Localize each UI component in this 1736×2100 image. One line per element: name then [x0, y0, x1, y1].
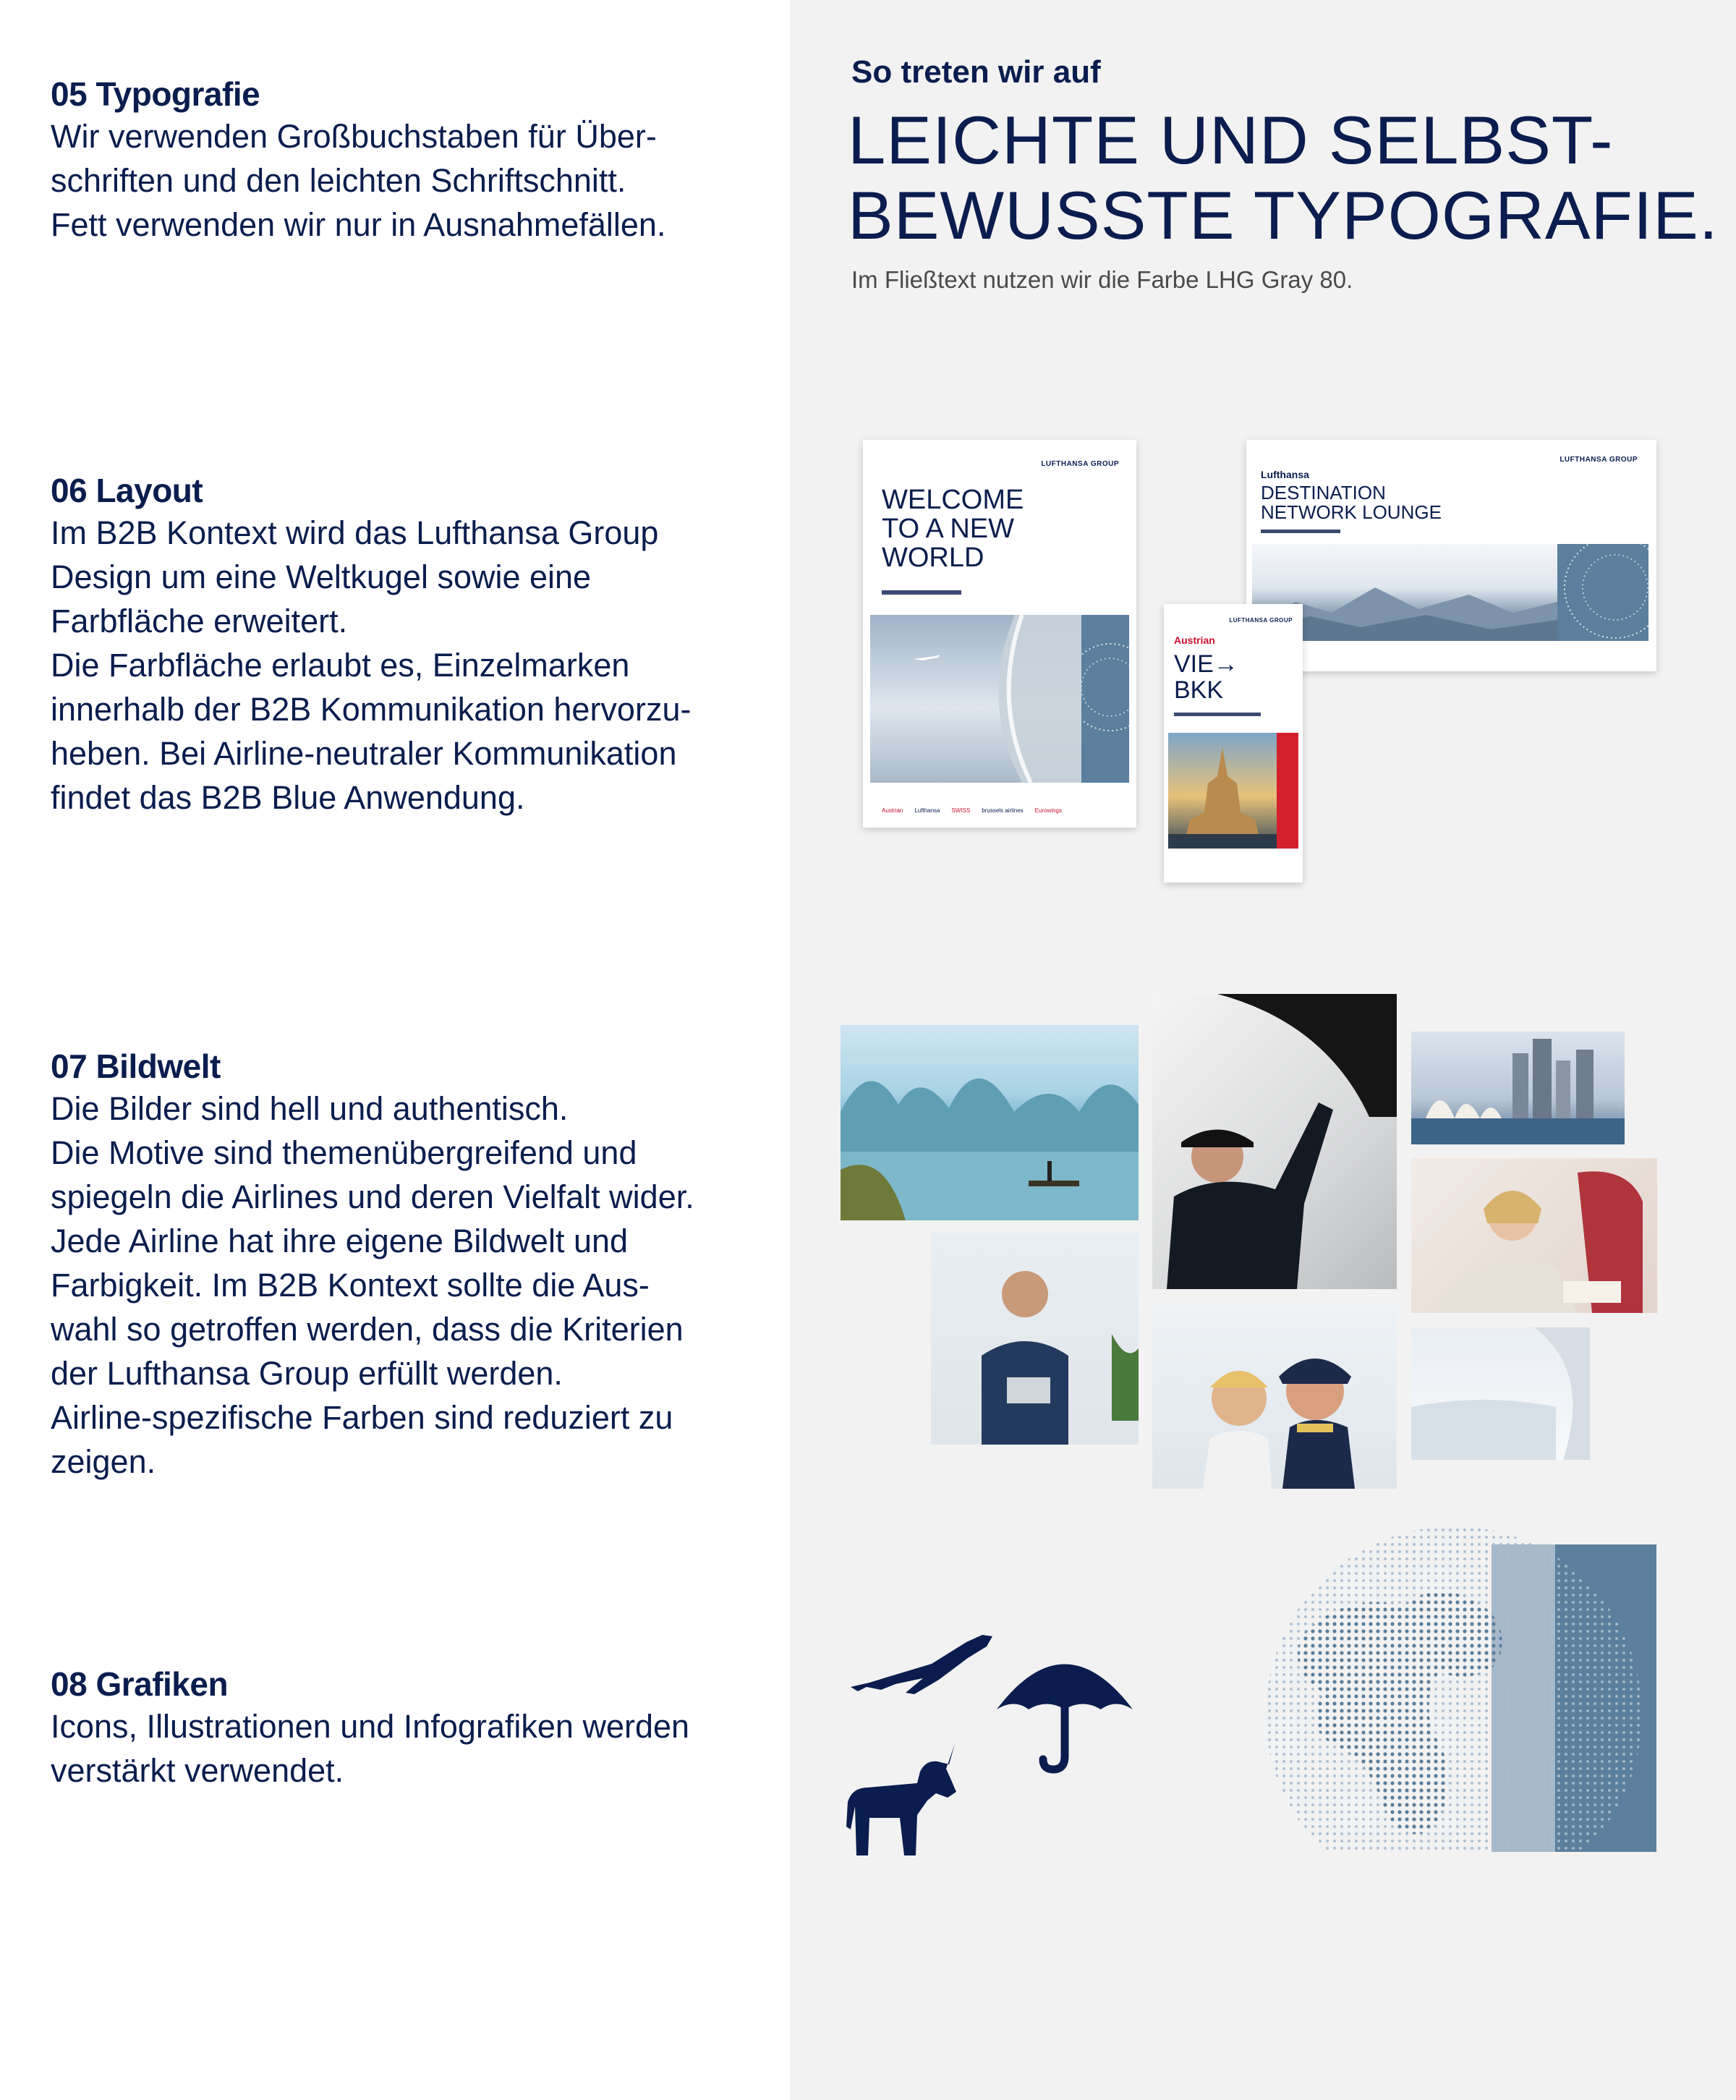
unicorn-icon: [839, 1740, 984, 1859]
title-line: BKK: [1174, 676, 1224, 704]
banner-mockup: [1246, 440, 1656, 671]
temple-photo: [1168, 733, 1277, 849]
sydney-photo: [1411, 1032, 1625, 1144]
window-view-illustration: [870, 615, 1081, 783]
brochure-mockup: [863, 440, 1136, 828]
sydney-skyline-illustration: [1411, 1032, 1625, 1144]
body-line: zeigen.: [51, 1443, 156, 1480]
window-view-illustration: [1411, 1327, 1590, 1460]
section-grafiken: [51, 1664, 774, 1793]
businessman-illustration: [931, 1233, 1139, 1445]
body-line: innerhalb der B2B Kommunikation hervorzu-: [51, 691, 692, 728]
airline-logo: brussels airlines: [982, 807, 1024, 814]
pilot-photo: [1152, 994, 1397, 1289]
body-line: Im B2B Kontext wird das Lufthansa Group: [51, 514, 659, 551]
body-line: Farbfläche erweitert.: [51, 603, 348, 639]
globe-dots-graphic: [1557, 544, 1648, 641]
airline-name: Lufthansa: [1261, 469, 1309, 480]
title-line: WELCOME: [882, 485, 1024, 515]
landscape-photo: [841, 1025, 1139, 1220]
body-line: findet das B2B Blue Anwendung.: [51, 779, 525, 816]
wing-window-photo: [1411, 1327, 1590, 1460]
title-line: DESTINATION: [1261, 482, 1386, 503]
body-line: schriften und den leichten Schriftschnitt.: [51, 162, 626, 199]
section-title: 08 Grafiken: [51, 1665, 229, 1703]
title-line: WORLD: [882, 542, 984, 573]
body-line: Design um eine Weltkugel sowie eine: [51, 558, 592, 595]
typography-headline: [848, 103, 1719, 253]
children-window-photo: [1152, 1304, 1397, 1489]
brand-tag: LUFTHANSA GROUP: [1229, 617, 1293, 624]
subtitle-bar: [882, 590, 961, 595]
body-line: Fett verwenden wir nur in Ausnahmefällen.: [51, 206, 666, 243]
globe-dots-graphic: [1081, 615, 1129, 783]
subtitle-bar: [1261, 530, 1340, 533]
brand-tag: LUFTHANSA GROUP: [1560, 456, 1638, 464]
airplane-icon: [845, 1620, 1004, 1700]
karst-landscape-illustration: [841, 1025, 1139, 1220]
body-line: wahl so getroffen werden, dass die Kriterien: [51, 1311, 684, 1348]
title-line: TO A NEW: [882, 513, 1015, 544]
brochure-title: [882, 486, 1024, 573]
body-line: der Lufthansa Group erfüllt werden.: [51, 1355, 563, 1392]
section-body: [51, 1704, 774, 1793]
headline-line: LEICHTE UND SELBST-: [848, 102, 1614, 178]
section-body: [51, 511, 774, 820]
title-line: NETWORK LOUNGE: [1261, 501, 1442, 524]
title-line: VIE→: [1174, 650, 1238, 678]
body-line: Icons, Illustrationen und Infografiken werden: [51, 1708, 690, 1745]
businessman-photo: [931, 1233, 1139, 1445]
airline-name: Austrian: [1174, 634, 1215, 646]
body-line: Die Bilder sind hell und authentisch.: [51, 1090, 569, 1127]
children-illustration: [1152, 1304, 1397, 1489]
airline-logo: Austrian: [882, 807, 903, 814]
subtitle-bar: [1174, 713, 1261, 716]
airline-logos: [882, 807, 1062, 814]
window-photo: [870, 615, 1081, 783]
typography-note: Im Fließtext nutzen wir die Farbe LHG Gray 80.: [851, 266, 1353, 293]
body-line: Airline-spezifische Farben sind reduziert zu: [51, 1399, 673, 1436]
brand-tag: LUFTHANSA GROUP: [1041, 460, 1119, 468]
typography-kicker: So treten wir auf: [851, 54, 1101, 90]
body-line: spiegeln die Airlines und deren Vielfalt wider.: [51, 1178, 694, 1215]
airline-logo: SWISS: [951, 807, 971, 814]
passenger-illustration: [1411, 1158, 1657, 1313]
section-layout: [51, 470, 774, 820]
passenger-seat-photo: [1411, 1158, 1657, 1313]
globe-graphic: [1222, 1526, 1656, 1852]
banner-title: [1261, 483, 1442, 523]
body-line: Die Farbfläche erlaubt es, Einzelmarken: [51, 647, 630, 684]
airline-logo: Lufthansa: [914, 807, 940, 814]
section-title: 07 Bildwelt: [51, 1047, 221, 1085]
section-typografie: [51, 74, 774, 247]
flyer-mockup: [1164, 604, 1303, 883]
airline-color-panel: [1277, 733, 1298, 849]
body-line: Jede Airline hat ihre eigene Bildwelt und: [51, 1223, 629, 1259]
umbrella-icon: [992, 1641, 1137, 1774]
section-body: [51, 114, 774, 247]
temple-illustration: [1168, 733, 1277, 849]
body-line: Wir verwenden Großbuchstaben für Über-: [51, 118, 657, 155]
body-line: Farbigkeit. Im B2B Kontext sollte die Aus-: [51, 1267, 650, 1304]
section-bildwelt: [51, 1046, 774, 1484]
pilot-illustration: [1152, 994, 1397, 1289]
body-line: Die Motive sind themenübergreifend und: [51, 1134, 637, 1171]
airline-logo: Eurowings: [1034, 807, 1062, 814]
section-title: 05 Typografie: [51, 75, 260, 113]
flyer-title: [1174, 652, 1238, 703]
body-line: heben. Bei Airline-neutraler Kommunikation: [51, 735, 677, 772]
section-body: [51, 1087, 774, 1484]
globe-panel: [1081, 615, 1129, 783]
body-line: verstärkt verwendet.: [51, 1752, 344, 1789]
globe-panel: [1557, 544, 1648, 641]
section-title: 06 Layout: [51, 472, 203, 509]
headline-line: BEWUSSTE TYPOGRAFIE.: [848, 177, 1719, 253]
